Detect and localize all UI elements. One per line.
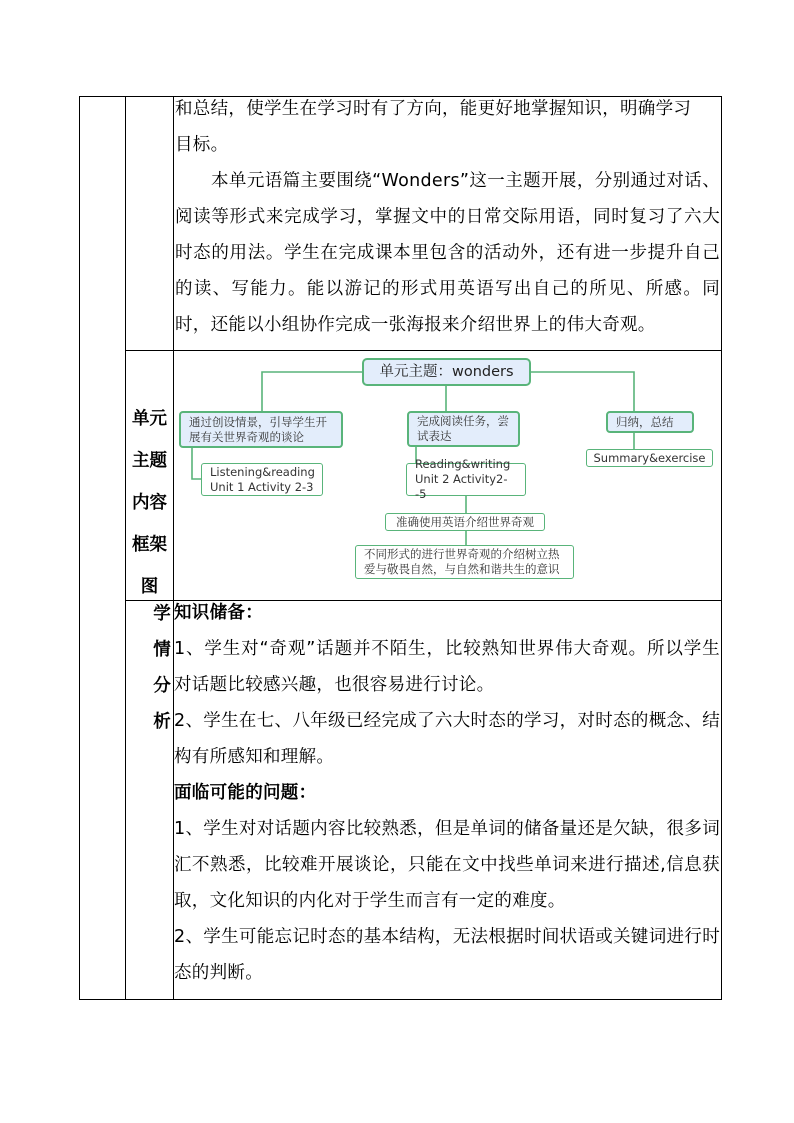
knowledge-reserve-heading: 知识储备： [174,603,263,623]
mind-map-branch-situation: 通过创设情景，引导学生开展有关世界奇观的谈论 [179,411,343,448]
mind-map-branch-reading: 完成阅读任务，尝试表达 [407,411,520,447]
framework-label-char: 单元 [132,409,167,429]
connector-main-branch1 [262,372,362,411]
mind-map-chain-values: 不同形式的进行世界奇观的介绍树立热爱与敬畏自然，与自然和谐共生的意识 [355,545,574,579]
framework-label-char: 内容 [132,493,167,513]
table-left-border [79,96,80,1000]
unit-description [175,91,720,343]
analysis-row-label [150,596,174,740]
mind-map-leaf-listening: Listening&reading Unit 1 Activity 2-3 [201,463,323,496]
problem-item-2: 2、学生可能忘记时态的基本结构，无法根据时间状语或关键词进行时态的判断。 [174,927,720,983]
analysis-label-char: 析 [153,712,171,732]
knowledge-item-1: 1、学生对“奇观”话题并不陌生，比较熟知世界伟大奇观。所以学生对话题比较感兴趣，也很容易进行讨论。 [174,639,720,695]
unit-mind-map [176,352,720,598]
problem-item-1: 1、学生对对话题内容比较熟悉，但是单词的储备量还是欠缺，很多词汇不熟悉，比较难开展谈论，只能在文中找些单词来进行描述,信息获取，文化知识的内化对于学生而言有一定的难度。 [174,819,720,911]
description-line-1: 和总结，使学生在学习时有了方向，能更好地掌握知识，明确学习 [175,99,692,119]
mind-map-leaf-exercise: Summary&exercise [586,449,713,467]
analysis-label-char: 情 [153,640,171,660]
description-line-2: 目标。 [175,135,229,155]
knowledge-item-2: 2、学生在七、八年级已经完成了六大时态的学习，对时态的概念、结构有所感知和理解。 [174,711,720,767]
analysis-content [174,595,720,991]
table-bottom-border [79,999,722,1000]
mind-map-leaf-writing: Reading&writing Unit 2 Activity2--5 [406,463,526,496]
mind-map-main-node: 单元主题：wonders [362,358,531,386]
framework-label-char: 框架 [132,535,167,555]
analysis-label-char: 分 [153,676,171,696]
mind-map-chain-introduce: 准确使用英语介绍世界奇观 [385,513,545,531]
framework-row-label [126,398,173,608]
row-divider-1 [125,350,722,351]
possible-problems-heading: 面临可能的问题： [174,783,317,803]
analysis-label-char: 学 [153,604,171,624]
connector-main-branch3 [531,372,634,411]
framework-label-char: 主题 [132,451,167,471]
table-right-border [721,96,722,1000]
framework-label-char: 图 [140,577,159,597]
mind-map-branch-summary: 归纳，总结 [606,411,694,433]
description-paragraph-2: 本单元语篇主要围绕“Wonders”这一主题开展，分别通过对话、阅读等形式来完成学习，掌握文中的日常交际用语，同时复习了六大时态的用法。学生在完成课本里包含的活动外，还有进一步提升自己的读、写能力。能以游记的形式用英语写出自己的所见、所感。同时，还能以小组协作完成一张海报来介绍世界上的伟大奇观。 [175,171,720,335]
